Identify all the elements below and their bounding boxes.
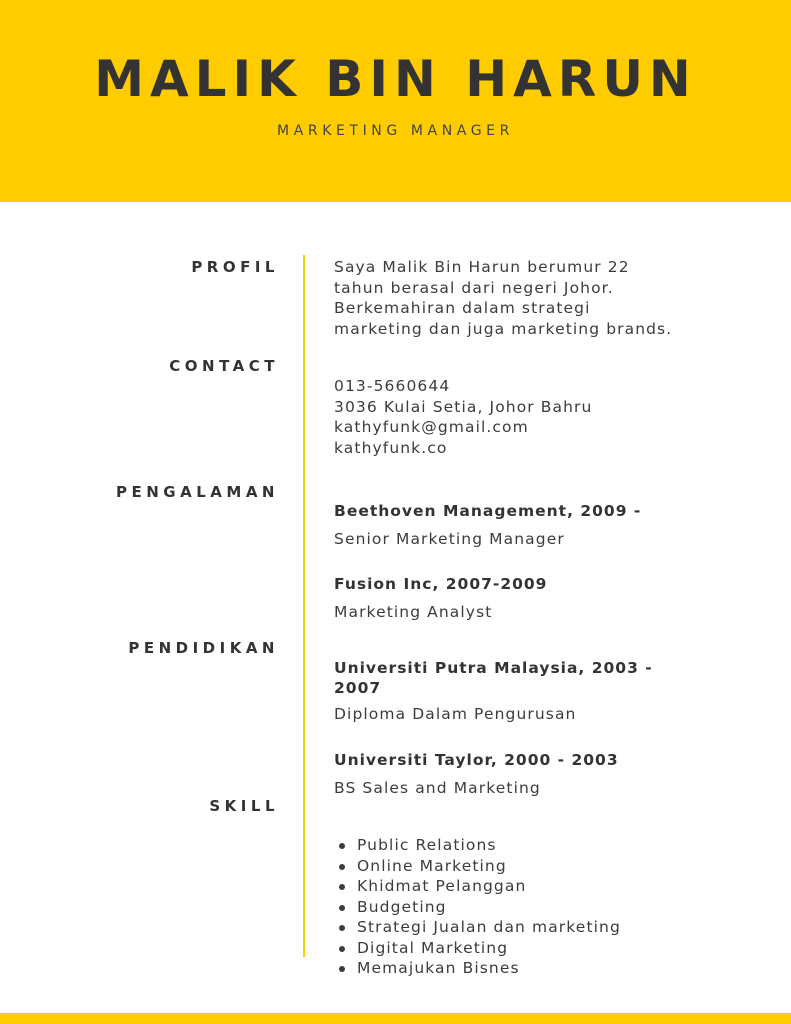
skill-list <box>334 835 621 979</box>
bullet-icon <box>339 946 345 952</box>
section-divider-line <box>303 255 305 957</box>
education-heading: Universiti Putra Malaysia, 2003 - <box>334 659 653 677</box>
candidate-name: MALIK BIN HARUN <box>94 50 697 108</box>
skill-item <box>334 835 621 856</box>
profil-line: marketing dan juga marketing brands. <box>334 319 673 338</box>
profil-line: tahun berasal dari negeri Johor. <box>334 278 614 297</box>
skill-item <box>334 897 621 918</box>
skill-label: Budgeting <box>357 897 447 916</box>
education-detail: Diploma Dalam Pengurusan <box>334 705 577 723</box>
skill-item <box>334 958 621 979</box>
education-heading: Universiti Taylor, 2000 - 2003 <box>334 751 619 769</box>
skill-item <box>334 917 621 938</box>
skill-label: Digital Marketing <box>357 938 509 957</box>
experience-detail: Marketing Analyst <box>334 603 493 621</box>
header-banner <box>0 0 791 202</box>
education-heading: 2007 <box>334 679 382 697</box>
bullet-icon <box>339 843 345 849</box>
section-title-contact: CONTACT <box>169 357 279 375</box>
section-title-pengalaman: PENGALAMAN <box>116 483 279 501</box>
footer-bar <box>0 1013 791 1024</box>
section-title-skill: SKILL <box>209 797 279 815</box>
bullet-icon <box>339 905 345 911</box>
contact-email: kathyfunk@gmail.com <box>334 418 529 436</box>
experience-heading: Beethoven Management, 2009 - <box>334 502 642 520</box>
skill-item <box>334 876 621 897</box>
skill-label: Strategi Jualan dan marketing <box>357 918 621 936</box>
contact-phone: 013-5660644 <box>334 377 451 395</box>
bullet-icon <box>339 925 345 931</box>
section-title-profil: PROFIL <box>191 258 279 276</box>
candidate-role: MARKETING MANAGER <box>277 123 514 139</box>
skill-item <box>334 938 621 959</box>
skill-label: Khidmat Pelanggan <box>357 877 527 895</box>
section-title-pendidikan: PENDIDIKAN <box>128 639 279 657</box>
skill-label: Public Relations <box>357 836 497 854</box>
skill-item <box>334 856 621 877</box>
profil-line: Berkemahiran dalam strategi <box>334 299 591 317</box>
bullet-icon <box>339 966 345 972</box>
experience-detail: Senior Marketing Manager <box>334 530 565 548</box>
bullet-icon <box>339 864 345 870</box>
bullet-icon <box>339 884 345 890</box>
profil-line: Saya Malik Bin Harun berumur 22 <box>334 258 630 276</box>
education-detail: BS Sales and Marketing <box>334 779 541 797</box>
contact-website: kathyfunk.co <box>334 438 448 457</box>
skill-label: Online Marketing <box>357 856 507 875</box>
skill-label: Memajukan Bisnes <box>357 959 520 977</box>
contact-address: 3036 Kulai Setia, Johor Bahru <box>334 397 593 416</box>
experience-heading: Fusion Inc, 2007-2009 <box>334 575 548 593</box>
